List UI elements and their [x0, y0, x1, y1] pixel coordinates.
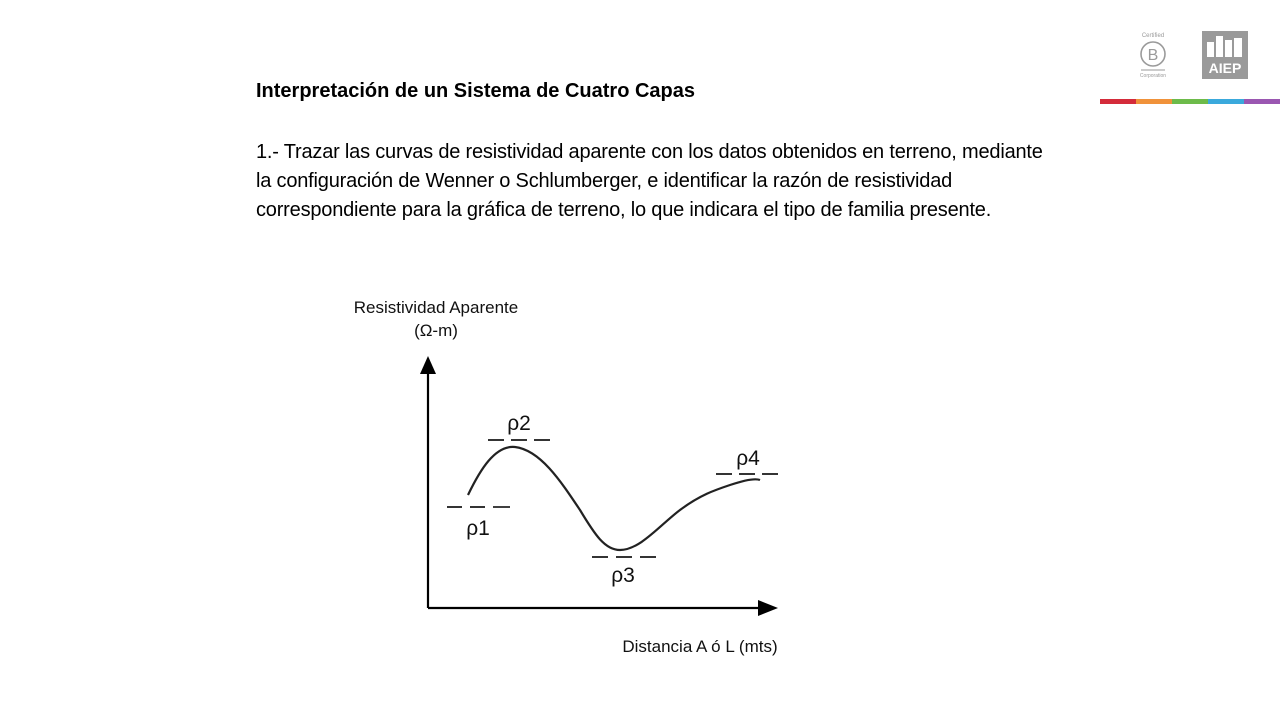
slide-body-text: 1.- Trazar las curvas de resistividad aparente con los datos obtenidos en terreno, mediante la configuración de Wenner o Schlumberger, e identificar la razón de resistividad correspondiente para la gráfica de terreno, lo que indicara el tipo de familia presente.	[256, 141, 1043, 221]
rho3-label: ρ3	[611, 564, 635, 587]
rho1-label: ρ1	[466, 517, 490, 540]
bcorp-letter: B	[1147, 47, 1159, 64]
apparent-resistivity-curve	[468, 447, 760, 550]
bcorp-corporation-text: Corporation	[1139, 73, 1167, 79]
x-axis	[428, 600, 778, 616]
x-axis-label: Distancia A ó L (mts)	[622, 637, 778, 656]
rho4-label: ρ4	[736, 447, 760, 470]
y-axis	[420, 356, 436, 608]
y-axis-label-line2: (Ω-m)	[414, 321, 458, 340]
y-axis-label-line1: Resistividad Aparente	[353, 298, 519, 317]
bcorp-certified-text: Certified	[1141, 33, 1165, 39]
rho2-label: ρ2	[507, 412, 531, 435]
slide-title: Interpretación de un Sistema de Cuatro Capas	[256, 80, 695, 102]
aiep-logo-text: AIEP	[1208, 60, 1242, 76]
